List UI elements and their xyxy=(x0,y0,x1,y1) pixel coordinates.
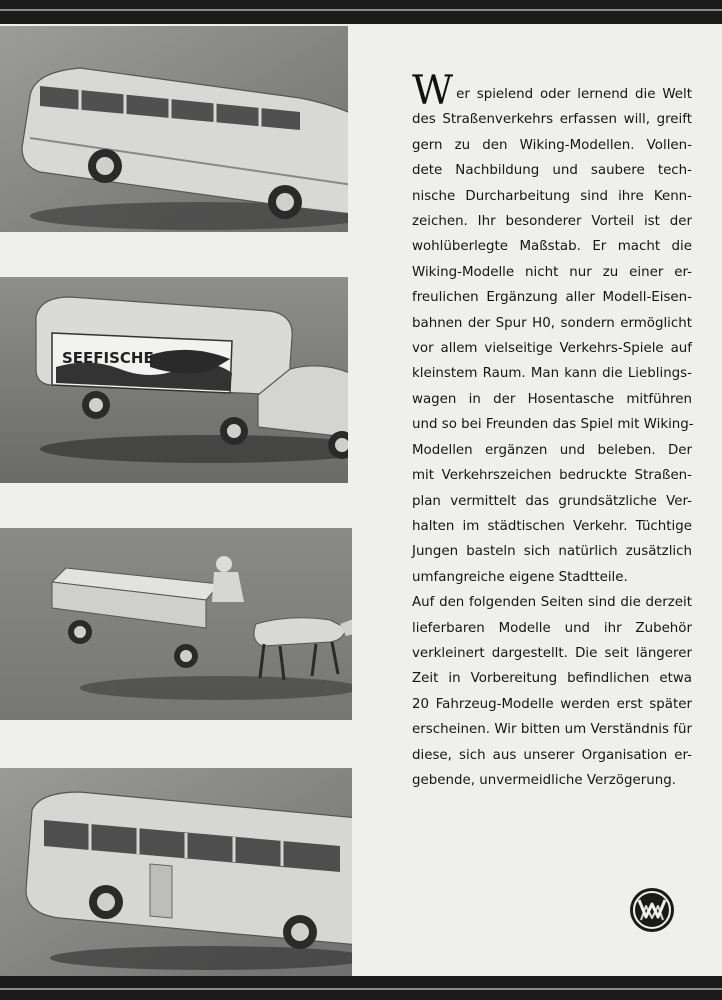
text-line: gebende, unvermeidliche Verzögerung. xyxy=(412,772,676,788)
truck-label: SEEFISCHE xyxy=(62,349,154,367)
text-line: Wiking-Modelle nicht nur zu einer er- xyxy=(412,264,692,280)
text-line: des Straßenverkehrs erfassen will, greift xyxy=(412,112,692,128)
text-line: Jungen basteln sich natürlich zusätzlich xyxy=(412,544,692,560)
text-line: zeichen. Ihr besonderer Vorteil ist der xyxy=(412,214,692,230)
photo-seefische-truck xyxy=(0,277,348,483)
notice-paragraph xyxy=(412,590,692,793)
text-line: wohlüberlegte Maßstab. Er macht die xyxy=(412,239,692,255)
text-line: diese, sich aus unserer Organisation er- xyxy=(412,747,692,763)
text-line: freulichen Ergänzung aller Modell-Eisen- xyxy=(412,290,692,306)
top-border xyxy=(0,0,722,24)
text-line: Modellen ergänzen und beleben. Der xyxy=(412,442,692,458)
text-line-content: er spielend oder lernend die Welt xyxy=(456,87,692,102)
text-line: mit Verkehrszeichen bedruckte Straßen- xyxy=(412,468,692,484)
drop-cap: W xyxy=(412,68,454,114)
text-line: erscheinen. Wir bitten um Verständnis für xyxy=(412,722,692,738)
text-line: plan vermittelt das grundsätzliche Ver- xyxy=(412,493,692,509)
text-line: dete Nachbildung und saubere tech- xyxy=(412,163,692,179)
text-line: 20 Fahrzeug-Modelle werden erst später xyxy=(412,696,692,712)
text-line: lieferbaren Modelle und ihr Zubehör xyxy=(412,620,692,636)
text-line: Zeit in Vorbereitung befindlichen etwa xyxy=(412,671,692,687)
text-line: vor allem vielseitige Verkehrs-Spiele auf xyxy=(412,341,692,357)
text-line: und so bei Freunden das Spiel mit Wiking- xyxy=(412,417,694,433)
photo-coach-bus xyxy=(0,26,348,232)
text-line: kleinstem Raum. Man kann die Lieblings- xyxy=(412,366,692,382)
text-line: halten im städtischen Verkehr. Tüchtige xyxy=(412,518,692,534)
photo-horse-cart xyxy=(0,528,352,720)
photo-city-bus xyxy=(0,768,352,976)
text-line: Auf den folgenden Seiten sind die derzeit xyxy=(412,595,692,611)
intro-paragraph xyxy=(412,68,694,590)
text-line xyxy=(412,68,692,114)
text-line: wagen in der Hosentasche mitführen xyxy=(412,391,692,407)
text-line: umfangreiche eigene Stadtteile. xyxy=(412,569,628,585)
text-line: bahnen der Spur H0, sondern ermöglicht xyxy=(412,315,692,331)
intro-text-column xyxy=(412,68,694,793)
text-line: gern zu den Wiking-Modellen. Vollen- xyxy=(412,137,692,153)
text-line: verkleinert dargestellt. Die seit längerer xyxy=(412,645,692,661)
bottom-border xyxy=(0,976,722,1000)
wiking-logo xyxy=(628,886,676,934)
text-line: nische Durcharbeitung sind ihre Kenn- xyxy=(412,188,692,204)
